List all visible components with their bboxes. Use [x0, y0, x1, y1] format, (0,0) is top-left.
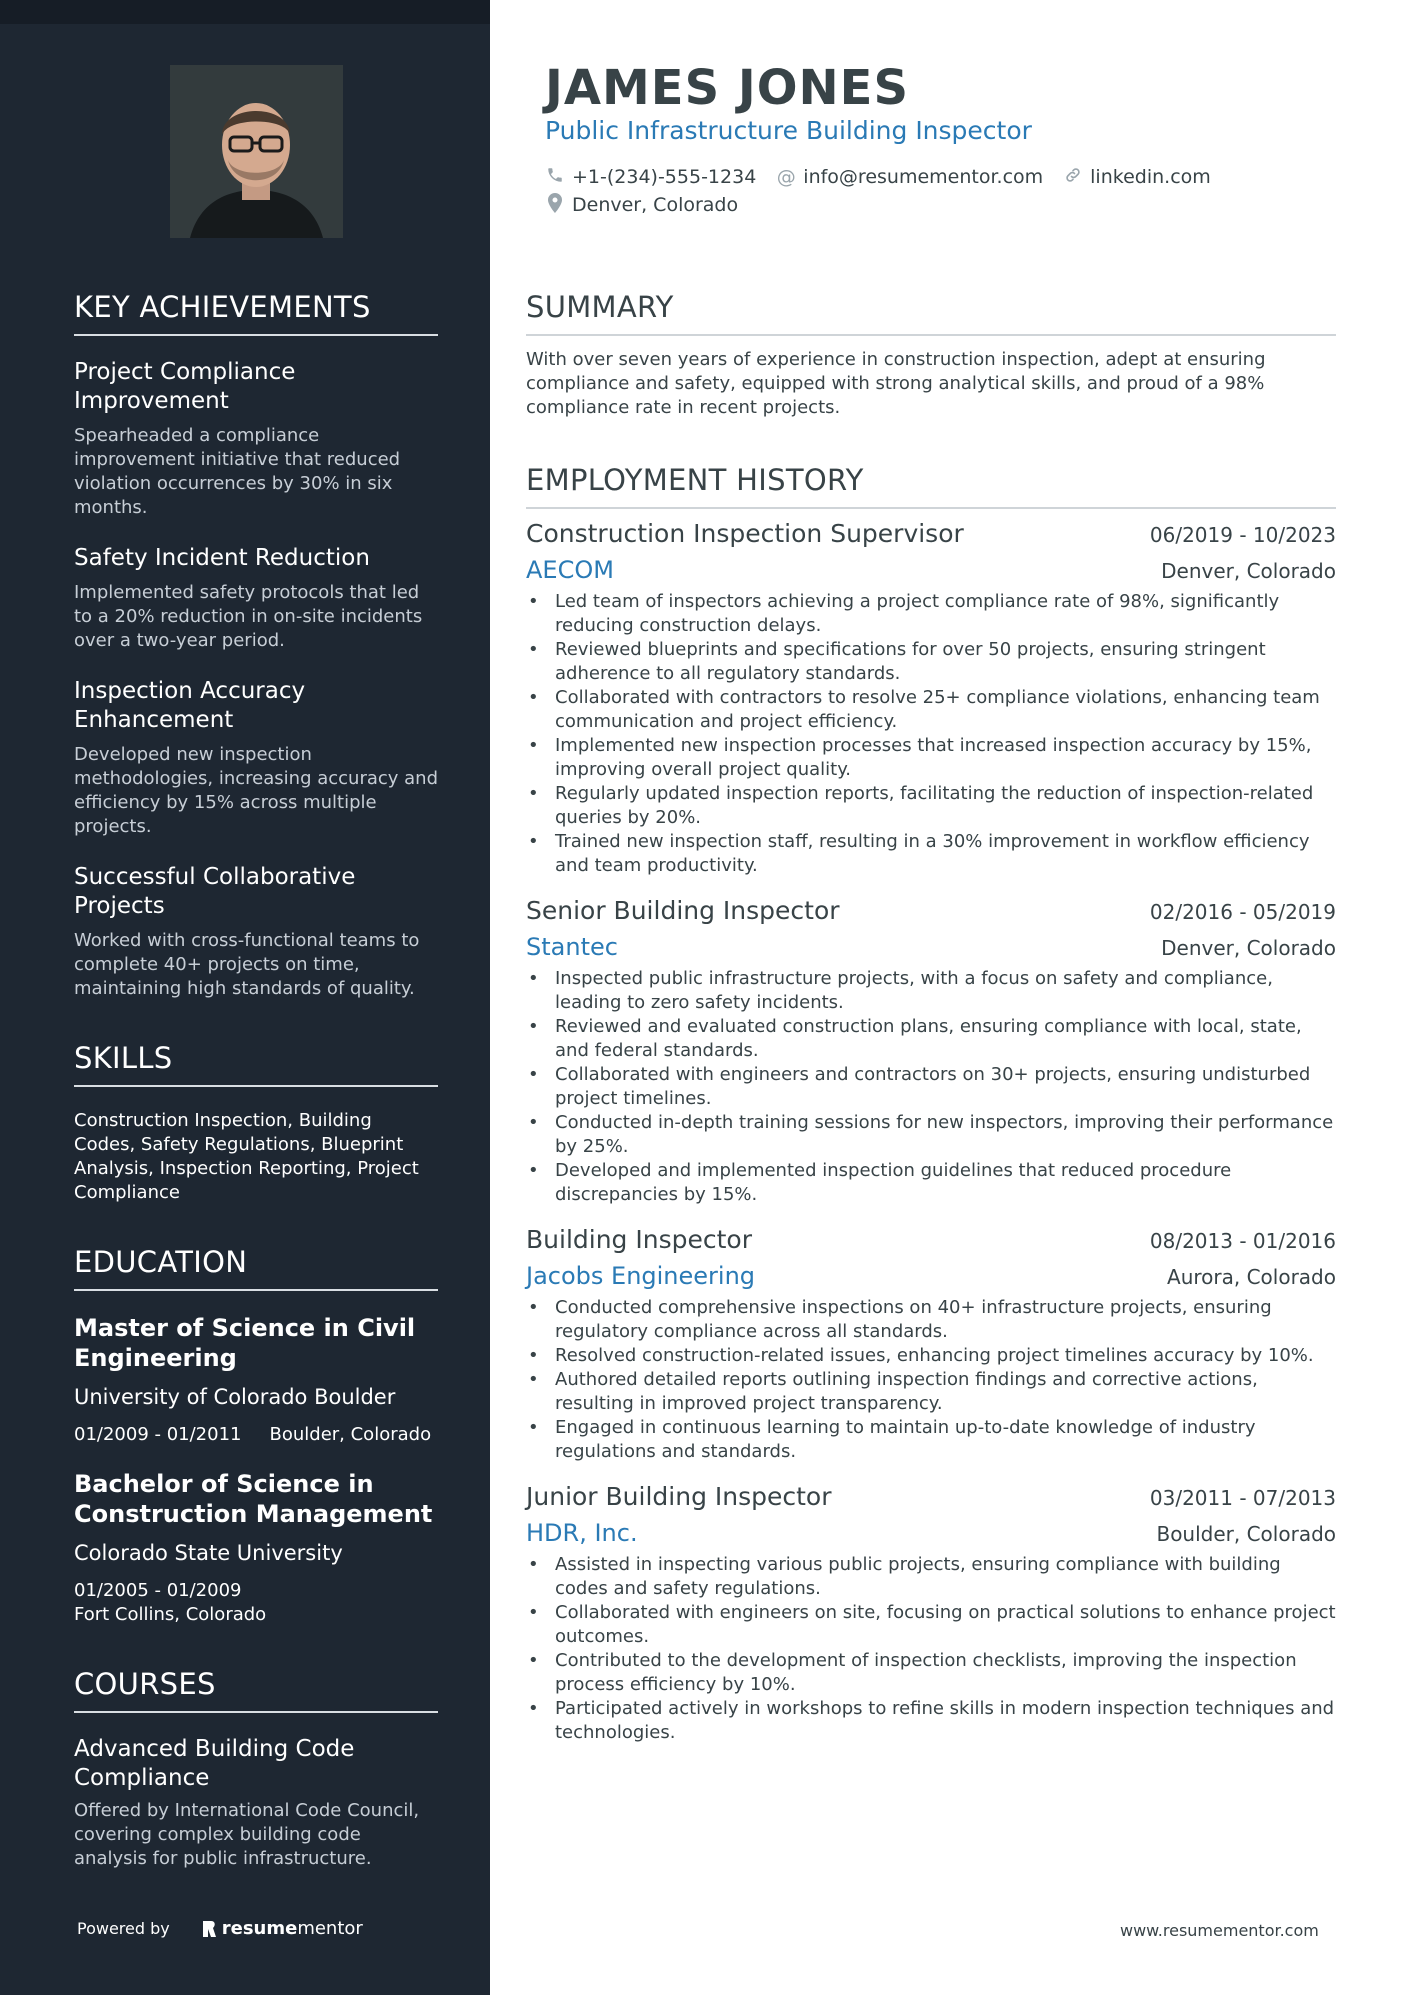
job-bullets	[526, 967, 1336, 1207]
job-bullet: • Collaborated with engineers on site, focusing on practical solutions to enhance project outcomes.	[526, 1601, 1336, 1649]
job-title: Senior Building Inspector	[526, 896, 840, 925]
education-location: Boulder, Colorado	[269, 1424, 432, 1445]
job-location: Boulder, Colorado	[1156, 1522, 1336, 1546]
linkedin-text: linkedin.com	[1090, 166, 1211, 188]
courses-heading: COURSES	[74, 1667, 438, 1713]
footer-url[interactable]: www.resumementor.com	[1120, 1921, 1319, 1940]
phone-icon	[545, 166, 565, 189]
job-bullet: • Resolved construction-related issues, enhancing project timelines accuracy by 10%.	[526, 1344, 1336, 1368]
job-bullet: • Trained new inspection staff, resulting in a 30% improvement in workflow efficiency and team productivity.	[526, 830, 1336, 878]
employment-heading: EMPLOYMENT HISTORY	[526, 463, 1336, 509]
profile-photo	[170, 65, 343, 238]
job-location: Denver, Colorado	[1161, 559, 1336, 583]
job-dates: 02/2016 - 05/2019	[1149, 900, 1336, 924]
job-bullet: • Inspected public infrastructure projects, with a focus on safety and compliance, leading to zero safety incidents.	[526, 967, 1336, 1015]
summary-heading: SUMMARY	[526, 290, 1336, 336]
brand-bold: resume	[221, 1918, 298, 1939]
job-title: Junior Building Inspector	[526, 1482, 832, 1511]
education-dates: 01/2005 - 01/2009	[74, 1580, 242, 1601]
achievement-description: Implemented safety protocols that led to a 20% reduction in on-site incidents over a two-year period.	[74, 582, 423, 651]
job-bullets	[526, 1296, 1336, 1464]
job-bullet: • Participated actively in workshops to refine skills in modern inspection techniques and technologies.	[526, 1697, 1336, 1745]
sidebar	[0, 0, 490, 1995]
job-bullet: • Collaborated with contractors to resolve 25+ compliance violations, enhancing team communication and project efficiency.	[526, 686, 1336, 734]
job-dates: 03/2011 - 07/2013	[1149, 1486, 1336, 1510]
education-entry	[74, 1313, 438, 1447]
education-entry	[74, 1469, 438, 1627]
phone-text: +1-(234)-555-1234	[572, 166, 757, 188]
job-entry	[526, 1482, 1336, 1745]
sidebar-top-band	[0, 0, 490, 24]
achievement-description: Spearheaded a compliance improvement initiative that reduced violation occurrences by 30% in six months.	[74, 425, 401, 518]
course-description: Offered by International Code Council, covering complex building code analysis for public infrastructure.	[74, 1800, 420, 1869]
achievement-description: Worked with cross-functional teams to complete 40+ projects on time, maintaining high standards of quality.	[74, 930, 420, 999]
job-bullet: • Led team of inspectors achieving a project compliance rate of 98%, significantly reducing construction delays.	[526, 590, 1336, 638]
profile-photo-image	[170, 65, 343, 238]
powered-by	[77, 1918, 363, 1939]
email-text: info@resumementor.com	[803, 166, 1044, 188]
job-dates: 06/2019 - 10/2023	[1149, 523, 1336, 547]
summary-section	[526, 290, 1336, 420]
brand-logo[interactable]	[200, 1918, 363, 1939]
skills-text: Construction Inspection, Building Codes, Safety Regulations, Blueprint Analysis, Inspection Reporting, Project Compliance	[74, 1110, 419, 1203]
job-location: Aurora, Colorado	[1167, 1265, 1336, 1289]
education-dates: 01/2009 - 01/2011	[74, 1424, 242, 1445]
at-icon: @	[776, 166, 796, 188]
job-bullet: • Collaborated with engineers and contractors on 30+ projects, ensuring undisturbed project timelines.	[526, 1063, 1336, 1111]
job-bullet: • Assisted in inspecting various public projects, ensuring compliance with building codes and safety regulations.	[526, 1553, 1336, 1601]
job-bullet: • Implemented new inspection processes that increased inspection accuracy by 15%, improving overall project quality.	[526, 734, 1336, 782]
job-bullet: • Reviewed blueprints and specifications for over 50 projects, ensuring stringent adherence to all regulatory standards.	[526, 638, 1336, 686]
job-title: Building Inspector	[526, 1225, 752, 1254]
achievement-title: Inspection Accuracy Enhancement	[74, 678, 306, 733]
job-location: Denver, Colorado	[1161, 936, 1336, 960]
achievements-list	[74, 358, 438, 1001]
contact-email[interactable]	[776, 166, 1043, 188]
contact-info	[545, 163, 1335, 219]
skills-heading: SKILLS	[74, 1041, 438, 1087]
job-dates: 08/2013 - 01/2016	[1149, 1229, 1336, 1253]
education-degree: Bachelor of Science in Construction Management	[74, 1470, 433, 1528]
sidebar-content	[74, 290, 438, 1871]
contact-location	[545, 193, 738, 218]
job-entry	[526, 896, 1336, 1207]
job-bullet: • Developed and implemented inspection guidelines that reduced procedure discrepancies by 15%.	[526, 1159, 1336, 1207]
job-bullet: • Engaged in continuous learning to maintain up-to-date knowledge of industry regulations and standards.	[526, 1416, 1336, 1464]
link-icon	[1063, 166, 1083, 189]
brand-icon	[200, 1919, 218, 1939]
job-bullets	[526, 1553, 1336, 1745]
job-bullets	[526, 590, 1336, 878]
achievements-heading: KEY ACHIEVEMENTS	[74, 290, 438, 336]
candidate-role: Public Infrastructure Building Inspector	[545, 116, 1032, 145]
achievement-title: Project Compliance Improvement	[74, 359, 296, 414]
brand-light: mentor	[297, 1918, 363, 1939]
education-degree: Master of Science in Civil Engineering	[74, 1314, 416, 1372]
job-entry	[526, 519, 1336, 878]
education-location: Fort Collins, Colorado	[74, 1604, 267, 1625]
contact-phone[interactable]	[545, 166, 756, 189]
job-company: Jacobs Engineering	[526, 1262, 756, 1290]
achievement-title: Successful Collaborative Projects	[74, 864, 356, 919]
job-bullet: • Conducted comprehensive inspections on 40+ infrastructure projects, ensuring regulatory compliance across all standards.	[526, 1296, 1336, 1344]
job-bullet: • Regularly updated inspection reports, facilitating the reduction of inspection-related queries by 20%.	[526, 782, 1336, 830]
job-bullet: • Conducted in-depth training sessions for new inspectors, improving their performance by 25%.	[526, 1111, 1336, 1159]
course-title: Advanced Building Code Compliance	[74, 1736, 355, 1791]
location-text: Denver, Colorado	[572, 194, 739, 216]
job-title: Construction Inspection Supervisor	[526, 519, 964, 548]
education-heading: EDUCATION	[74, 1245, 438, 1291]
contact-linkedin[interactable]	[1063, 166, 1211, 189]
location-pin-icon	[545, 193, 565, 218]
education-school: University of Colorado Boulder	[74, 1385, 396, 1409]
summary-text: With over seven years of experience in construction inspection, adept at ensuring compliance and safety, equipped with strong analytical skills, and proud of a 98% compliance rate in recent projects.	[526, 349, 1266, 418]
candidate-name: JAMES JONES	[545, 60, 910, 116]
powered-by-label: Powered by	[77, 1919, 170, 1938]
education-school: Colorado State University	[74, 1541, 343, 1565]
job-company: HDR, Inc.	[526, 1519, 638, 1547]
job-company: Stantec	[526, 933, 618, 961]
job-bullet: • Authored detailed reports outlining inspection findings and corrective actions, resulting in improved project transparency.	[526, 1368, 1336, 1416]
education-meta	[74, 1579, 438, 1627]
job-bullet: • Reviewed and evaluated construction plans, ensuring compliance with local, state, and federal standards.	[526, 1015, 1336, 1063]
achievement-title: Safety Incident Reduction	[74, 545, 370, 571]
employment-section	[526, 463, 1336, 1763]
job-bullet: • Contributed to the development of inspection checklists, improving the inspection process efficiency by 10%.	[526, 1649, 1336, 1697]
job-entry	[526, 1225, 1336, 1464]
job-company: AECOM	[526, 556, 614, 584]
education-meta	[74, 1423, 438, 1447]
achievement-description: Developed new inspection methodologies, increasing accuracy and efficiency by 15% across multiple projects.	[74, 744, 439, 837]
